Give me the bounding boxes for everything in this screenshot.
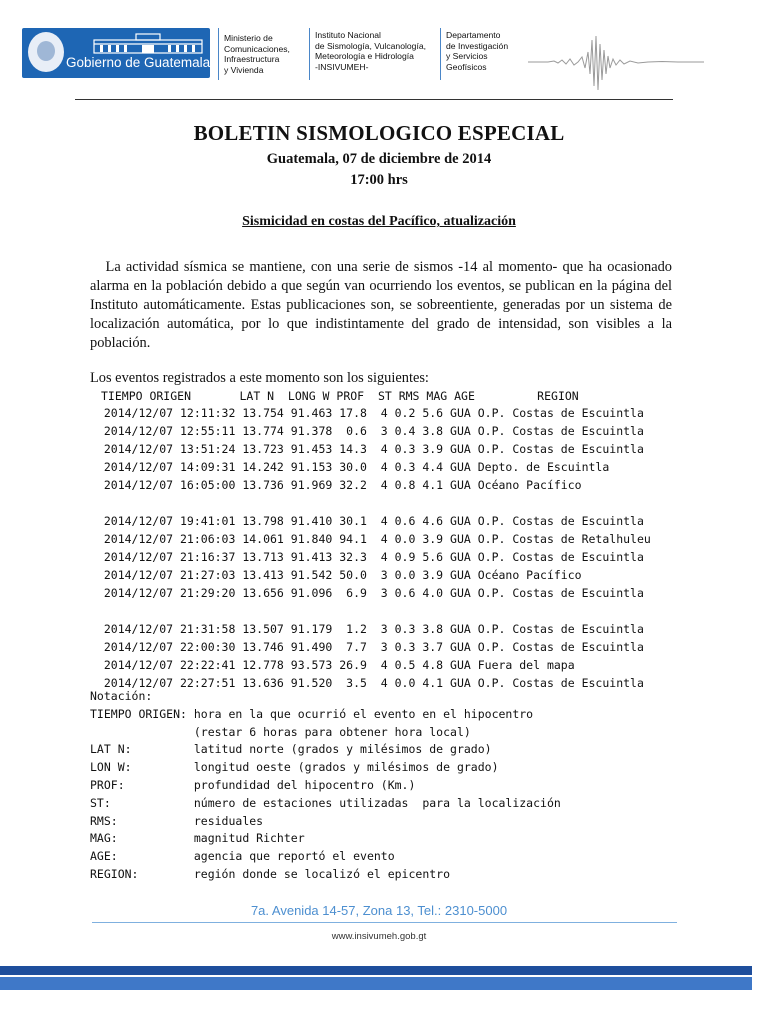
event-row: 2014/12/07 14:09:31 14.242 91.153 30.0 4 0.3 4.4 GUA Depto. de Escuintla [90, 460, 610, 474]
ministry-line: Comunicaciones, [224, 43, 290, 54]
header-rule [75, 99, 673, 100]
gov-logo-text: Gobierno de Guatemala [66, 55, 211, 70]
ministry-block [224, 33, 290, 75]
department-line: y Servicios [446, 51, 488, 62]
notation-line: LAT N: latitud norte (grados y milésimos de grado) [90, 742, 492, 757]
department-line: Departamento [446, 30, 501, 40]
events-table-header: TIEMPO ORIGEN LAT N LONG W PROF ST RMS MAG AGE REGION [101, 389, 579, 403]
notation-title: Notación: [90, 689, 153, 703]
footer-band-light [0, 977, 752, 990]
ministry-line: Infraestructura [224, 54, 280, 65]
event-row: 2014/12/07 16:05:00 13.736 91.969 32.2 4 0.8 4.1 GUA Océano Pacífico [90, 478, 582, 492]
event-row: 2014/12/07 22:27:51 13.636 91.520 3.5 4 0.0 4.1 GUA O.P. Costas de Escuintla [90, 676, 644, 690]
ministry-line: y Vivienda [224, 64, 264, 75]
gobierno-guatemala-logo [22, 28, 210, 78]
notation-line: REGION: región donde se localizó el epicentro [90, 867, 451, 881]
event-row: 2014/12/07 22:00:30 13.746 91.490 7.7 3 0.3 3.7 GUA O.P. Costas de Escuintla [90, 640, 644, 654]
footer-band-dark [0, 966, 752, 975]
time-line: 17:00 hrs [350, 172, 408, 188]
event-row: 2014/12/07 12:11:32 13.754 91.463 17.8 4 0.2 5.6 GUA O.P. Costas de Escuintla [90, 406, 644, 420]
header-divider [218, 28, 219, 80]
notation-line: AGE: agencia que reportó el evento [90, 849, 395, 864]
institute-line: Meteorología e Hidrología [315, 51, 414, 62]
event-row: 2014/12/07 21:27:03 13.413 91.542 50.0 3 0.0 3.9 GUA Océano Pacífico [90, 568, 582, 582]
ministry-line: Ministerio de [224, 33, 273, 43]
event-row: 2014/12/07 21:29:20 13.656 91.096 6.9 3 0.6 4.0 GUA O.P. Costas de Escuintla [90, 586, 644, 600]
paragraph-text: La actividad sísmica se mantiene, con una serie de sismos -14 al momento- que ha ocasionado alarma en la población debido a que según van ocurriendo los eventos, se publican en la página del Instituto automáticamente. Estas publicaciones son, se sobreentiente, generadas por un sistema de localización automática, por lo que indistintamente del grado de intensidad, son visibles a la población. [90, 259, 672, 351]
section-title: Sismicidad en costas del Pacífico, atualización [242, 214, 516, 229]
institute-line: -INSIVUMEH- [315, 61, 369, 72]
department-block [446, 30, 508, 72]
notation-line: (restar 6 horas para obtener hora local) [90, 724, 471, 739]
header-divider [309, 28, 310, 80]
event-row: 2014/12/07 21:06:03 14.061 91.840 94.1 4 0.0 3.9 GUA O.P. Costas de Retalhuleu [90, 532, 651, 546]
footer-address: 7a. Avenida 14-57, Zona 13, Tel.: 2310-5000 [250, 903, 508, 918]
event-row: 2014/12/07 13:51:24 13.723 91.453 14.3 4 0.3 3.9 GUA O.P. Costas de Escuintla [90, 442, 644, 456]
event-row: 2014/12/07 19:41:01 13.798 91.410 30.1 4 0.6 4.6 GUA O.P. Costas de Escuintla [90, 514, 644, 528]
footer-rule [92, 922, 677, 923]
notation-line: ST: número de estaciones utilizadas para la localización [90, 795, 561, 810]
event-row: 2014/12/07 12:55:11 13.774 91.378 0.6 3 0.4 3.8 GUA O.P. Costas de Escuintla [90, 424, 644, 438]
notation-line: LON W: longitud oeste (grados y milésimos de grado) [90, 760, 499, 775]
bulletin-title: BOLETIN SISMOLOGICO ESPECIAL [193, 121, 565, 145]
header-divider [440, 28, 441, 80]
department-line: Geofísicos [446, 61, 487, 72]
bulletin-paragraph [90, 258, 672, 353]
event-row: 2014/12/07 22:22:41 12.778 93.573 26.9 4 0.5 4.8 GUA Fuera del mapa [90, 658, 575, 672]
footer-website: www.insivumeh.gob.gt [331, 931, 427, 942]
event-row: 2014/12/07 21:31:58 13.507 91.179 1.2 3 0.3 3.8 GUA O.P. Costas de Escuintla [90, 622, 644, 636]
date-line: Guatemala, 07 de diciembre de 2014 [266, 151, 492, 167]
notation-line: RMS: residuales [90, 813, 264, 828]
notation-line: TIEMPO ORIGEN: hora en la que ocurrió el evento en el hipocentro [90, 706, 534, 721]
national-palace-icon [92, 32, 204, 54]
department-line: de Investigación [446, 40, 509, 51]
events-intro: Los eventos registrados a este momento son los siguientes: [90, 370, 429, 386]
institute-line: Instituto Nacional [315, 30, 381, 40]
notation-line: MAG: magnitud Richter [90, 831, 305, 846]
seismogram-icon [528, 32, 704, 92]
coat-of-arms-icon [28, 32, 64, 72]
event-row: 2014/12/07 21:16:37 13.713 91.413 32.3 4 0.9 5.6 GUA O.P. Costas de Escuintla [90, 550, 644, 564]
notation-line: PROF: profundidad del hipocentro (Km.) [90, 778, 416, 792]
institute-block [315, 30, 426, 72]
institute-line: de Sismología, Vulcanología, [315, 40, 426, 51]
